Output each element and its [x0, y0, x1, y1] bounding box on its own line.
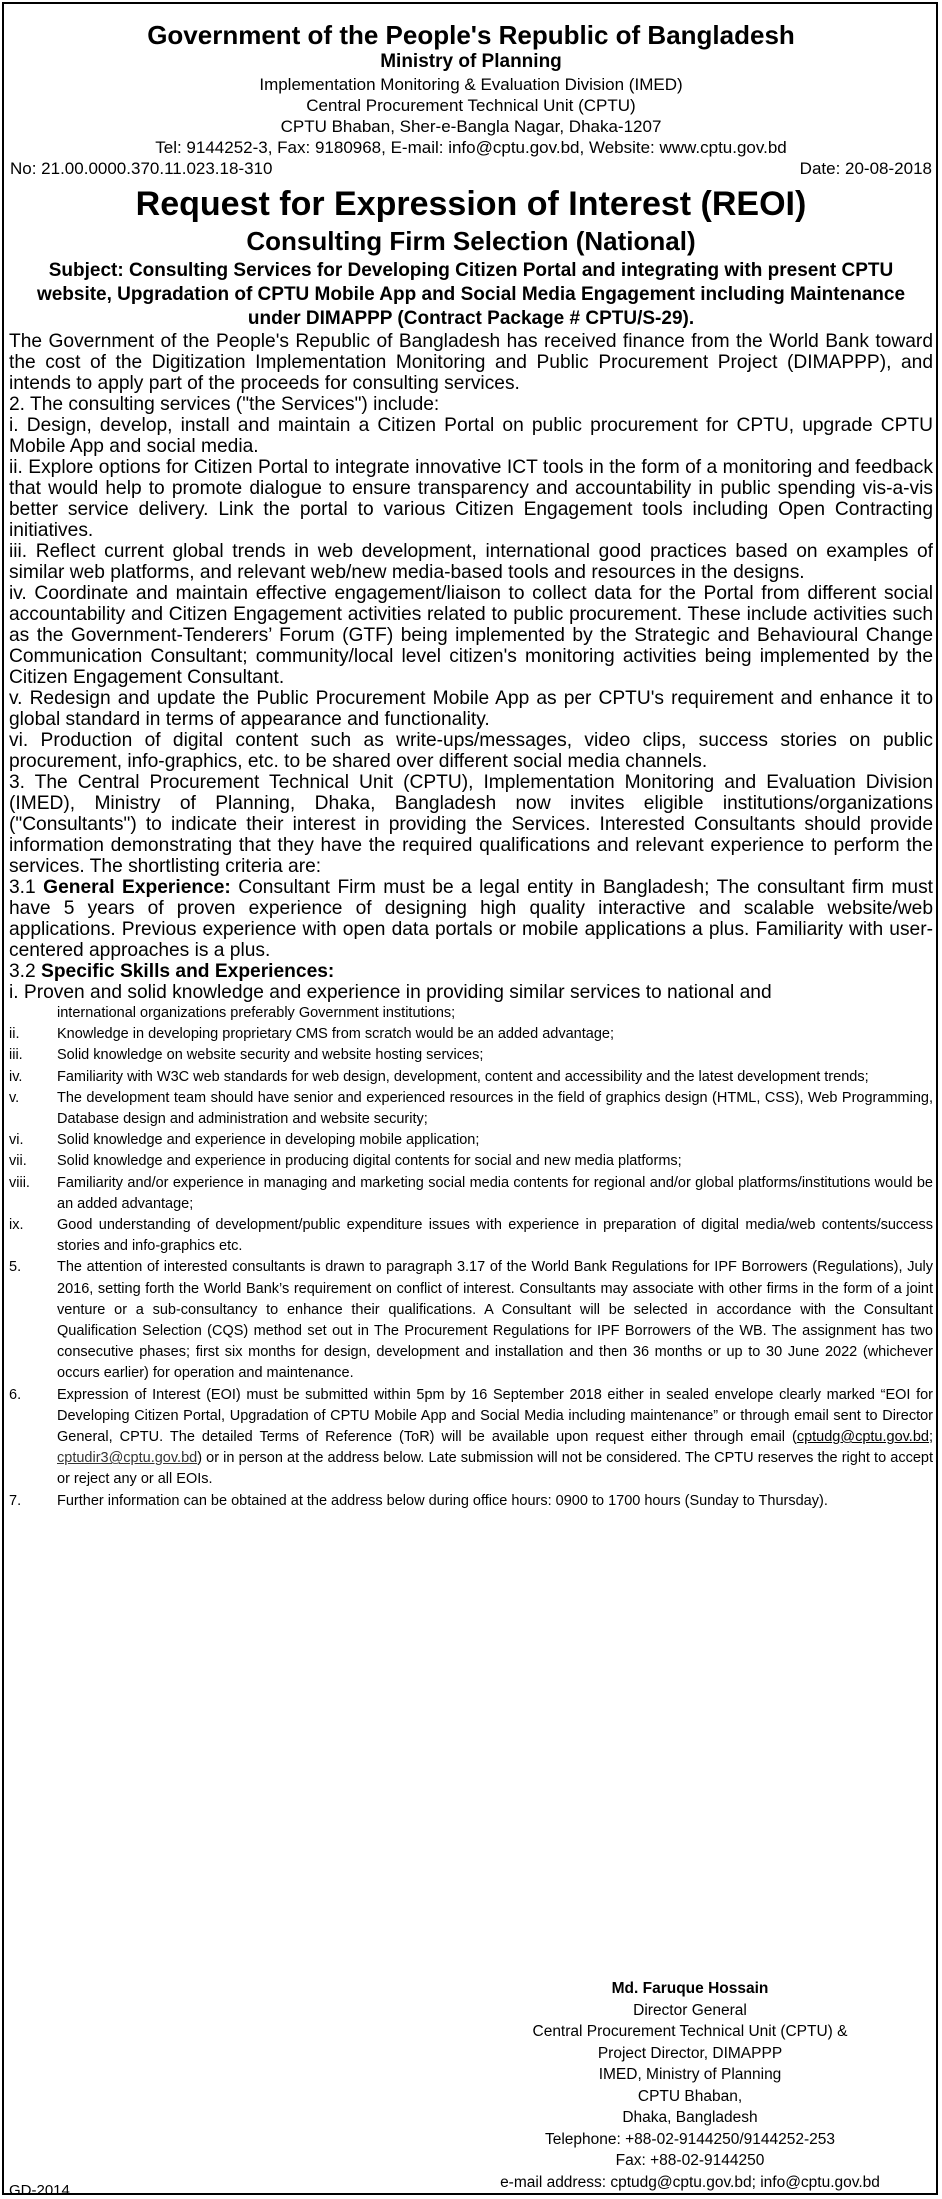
item-text: The development team should have senior and experienced resources in the field of graphics design (HTML, CSS), Web Programming, Database design and administration and website security;: [57, 1089, 933, 1128]
intro-paragraph: The Government of the People's Republic of Bangladesh has received finance from the World Bank toward the cost of the Digitization Implementation Monitoring and Public Procurement Project (DIMAPPP), and intends to apply part of the proceeds for consulting services.: [9, 331, 933, 394]
paragraph-6: [9, 1385, 933, 1491]
item-text: Solid knowledge on website security and website hosting services;: [57, 1047, 484, 1064]
footer-code: GD-2014: [9, 2182, 70, 2199]
item-number: vi.: [9, 1132, 24, 1149]
item-number: 7.: [9, 1492, 22, 1509]
signature-line: Dhaka, Bangladesh: [622, 2109, 758, 2126]
ministry-heading: Ministry of Planning: [380, 51, 562, 72]
p6-separator: ;: [928, 1429, 933, 1446]
general-experience: [9, 877, 933, 961]
item-text: Solid knowledge and experience in producing digital contents for social and new media platforms;: [57, 1153, 682, 1170]
reference-number: No: 21.00.0000.370.11.023.18-310: [10, 159, 273, 178]
item-text: Knowledge in developing proprietary CMS from scratch would be an added advantage;: [57, 1026, 614, 1043]
signature-line: Central Procurement Technical Unit (CPTU) &: [532, 2023, 848, 2040]
sse-number: 3.2: [9, 961, 36, 982]
government-heading: Government of the People's Republic of Bangladesh: [147, 20, 795, 50]
item-text: Further information can be obtained at the address below during office hours: 0900 to 1700 hours (Sunday to Thursday).: [57, 1492, 828, 1509]
contact-line: Tel: 9144252-3, Fax: 9180968, E-mail: info@cptu.gov.bd, Website: www.cptu.gov.bd: [155, 138, 787, 157]
item-text: Familiarity and/or experience in managing and marketing social media contents for regional and/or global platforms/institutions would be an added advantage;: [57, 1174, 933, 1212]
item-number: 6.: [9, 1386, 22, 1403]
skill-item: [9, 1067, 933, 1088]
service-item: ii. Explore options for Citizen Portal to integrate innovative ICT tools in the form of a monitoring and feedback that would help to promote dialogue to ensure transparency and accountability in public spending vis-a-vis better service delivery. Link the portal to various Citizen Engagement tools including Open Contracting initiatives.: [9, 457, 933, 541]
ge-label: General Experience:: [43, 877, 231, 898]
notice-body: [0, 331, 942, 1512]
signatory-name: Md. Faruque Hossain: [611, 1980, 769, 1997]
signature-line: Project Director, DIMAPPP: [597, 2044, 783, 2062]
services-intro: 2. The consulting services ("the Services") include:: [9, 394, 440, 415]
service-item: vi. Production of digital content such as write-ups/messages, video clips, success stories on public procurement, info-graphics, etc. to be shared over different social media channels.: [9, 730, 933, 772]
unit-line: Central Procurement Technical Unit (CPTU): [306, 96, 636, 115]
item-text: Familiarity with W3C web standards for web design, development, content and accessibility and the latest development trends;: [57, 1068, 869, 1085]
item-text: Solid knowledge and experience in developing mobile application;: [57, 1132, 480, 1149]
service-item: iii. Reflect current global trends in web development, international good practices based on examples of similar web platforms, and relevant web/new media-based tools and resources in the designs.: [9, 541, 933, 583]
skill-item: [9, 1215, 933, 1257]
skill-item: [9, 1088, 933, 1130]
email-link-dir3[interactable]: cptudir3@cptu.gov.bd: [57, 1450, 198, 1467]
signature-line: Fax: +88-02-9144250: [615, 2152, 765, 2169]
page-title: Request for Expression of Interest (REOI): [135, 185, 807, 223]
signature-block: [490, 1978, 890, 2193]
specific-skills-heading: [9, 961, 933, 982]
signature-line: e-mail address: cptudg@cptu.gov.bd; info@cptu.gov.bd: [500, 2173, 880, 2191]
signature-line: Director General: [633, 2001, 747, 2019]
service-item: i. Design, develop, install and maintain a Citizen Portal on public procurement for CPTU, upgrade CPTU Mobile App and social media.: [9, 415, 933, 457]
address-line: CPTU Bhaban, Sher-e-Bangla Nagar, Dhaka-1207: [280, 117, 662, 136]
ge-number: 3.1: [9, 877, 36, 898]
item-number: ix.: [9, 1217, 24, 1234]
p6-text-b: ) or in person at the address below. Late submission will not be considered. The CPTU reserves the right to accept or reject any or all EOIs.: [57, 1450, 933, 1488]
item-number: iv.: [9, 1068, 23, 1085]
service-item: iv. Coordinate and maintain effective engagement/liaison to collect data for the Portal from different social accountability and Citizen Engagement activities related to public procurement. These include activities such as the Government-Tenderers’ Forum (GTF) being implemented by the Strategic and Behavioural Change Communication Consultant; community/local level citizen's monitoring activities being implemented by the Citizen Engagement Consultant.: [9, 583, 933, 688]
signature-line: IMED, Ministry of Planning: [598, 2066, 782, 2083]
division-line: Implementation Monitoring & Evaluation Division (IMED): [259, 75, 683, 94]
skill-item: [9, 1024, 933, 1045]
signature-line: Telephone: +88-02-9144250/9144252-253: [544, 2130, 836, 2148]
sse-label: Specific Skills and Experiences:: [41, 961, 335, 982]
item-number: v.: [9, 1089, 20, 1106]
paragraph-7: [9, 1491, 933, 1512]
item-text: [57, 1385, 933, 1491]
notice-date: Date: 20-08-2018: [799, 159, 932, 178]
item-number: vii.: [9, 1153, 27, 1170]
signature-line: CPTU Bhaban,: [637, 2087, 743, 2105]
item-number: ii.: [9, 1026, 20, 1043]
skill-item: [9, 1151, 933, 1172]
item-number: 5.: [9, 1259, 22, 1276]
paragraph-5: [9, 1257, 933, 1384]
email-link-dg[interactable]: cptudg@cptu.gov.bd: [796, 1429, 929, 1446]
skill-item: [9, 1130, 933, 1151]
skill-item: [9, 1045, 933, 1066]
ge-text: Consultant Firm must be a legal entity in Bangladesh; The consultant firm must have 5 years of proven experience of designing high quality interactive and scalable website/web applications. Previous experience with open data portals or mobile applications a plus. Familiarity with user-centered approaches is a plus.: [9, 877, 933, 961]
item-number: viii.: [9, 1174, 30, 1191]
item-text: Good understanding of development/public expenditure issues with experience in preparation of digital media/web contents/success stories and info-graphics etc.: [57, 1217, 933, 1255]
subject-line: Subject: Consulting Services for Developing Citizen Portal and integrating with present CPTU website, Upgradation of CPTU Mobile App and Social Media Engagement including Maintenance under DIMAPPP (Contract Package # CPTU/S-29).: [36, 260, 906, 329]
skill-item: [9, 1173, 933, 1215]
reference-row: [0, 158, 942, 179]
item-text: The attention of interested consultants is drawn to paragraph 3.17 of the World Bank Regulations for IPF Borrowers (Regulations), July 2016, setting forth the World Bank’s requirement on conflict of interest. Consultants may associate with other firms in the form of a joint venture or a sub-consultancy to enhance their qualifications. A Consultant will be selected in accordance with the Consultant Qualification Selection (CQS) method set out in The Procurement Regulations for IPF Borrowers of the WB. The assignment has two consecutive phases; first six months for design, development and installation and then 36 months or up to 30 June 2022 (whichever occurs earlier) for operation and maintenance.: [57, 1259, 933, 1382]
paragraph-3: 3. The Central Procurement Technical Unit (CPTU), Implementation Monitoring and Evaluation Division (IMED), Ministry of Planning, Dhaka, Bangladesh now invites eligible institutions/organizations ("Consultants") to indicate their interest in providing the Services. Interested Consultants should provide information demonstrating that they have the required qualifications and relevant experience to perform the services. The shortlisting criteria are:: [9, 772, 933, 877]
service-item: v. Redesign and update the Public Procurement Mobile App as per CPTU's requirement and enhance it to global standard in terms of appearance and functionality.: [9, 688, 933, 730]
skill-item-first: i. Proven and solid knowledge and experience in providing similar services to national and: [9, 982, 772, 1003]
p6-text-a: Expression of Interest (EOI) must be submitted within 5pm by 16 September 2018 either in sealed envelope clearly marked “EOI for Developing Citizen Portal, Upgradation of CPTU Mobile App and Social Media including maintenance” or through email sent to Director General, CPTU. The detailed Terms of Reference (ToR) will be available upon request either through email (: [57, 1386, 933, 1446]
item-number: iii.: [9, 1047, 23, 1064]
page-subtitle: Consulting Firm Selection (National): [246, 226, 696, 256]
skill-item-first-cont: international organizations preferably Government institutions;: [57, 1005, 456, 1021]
